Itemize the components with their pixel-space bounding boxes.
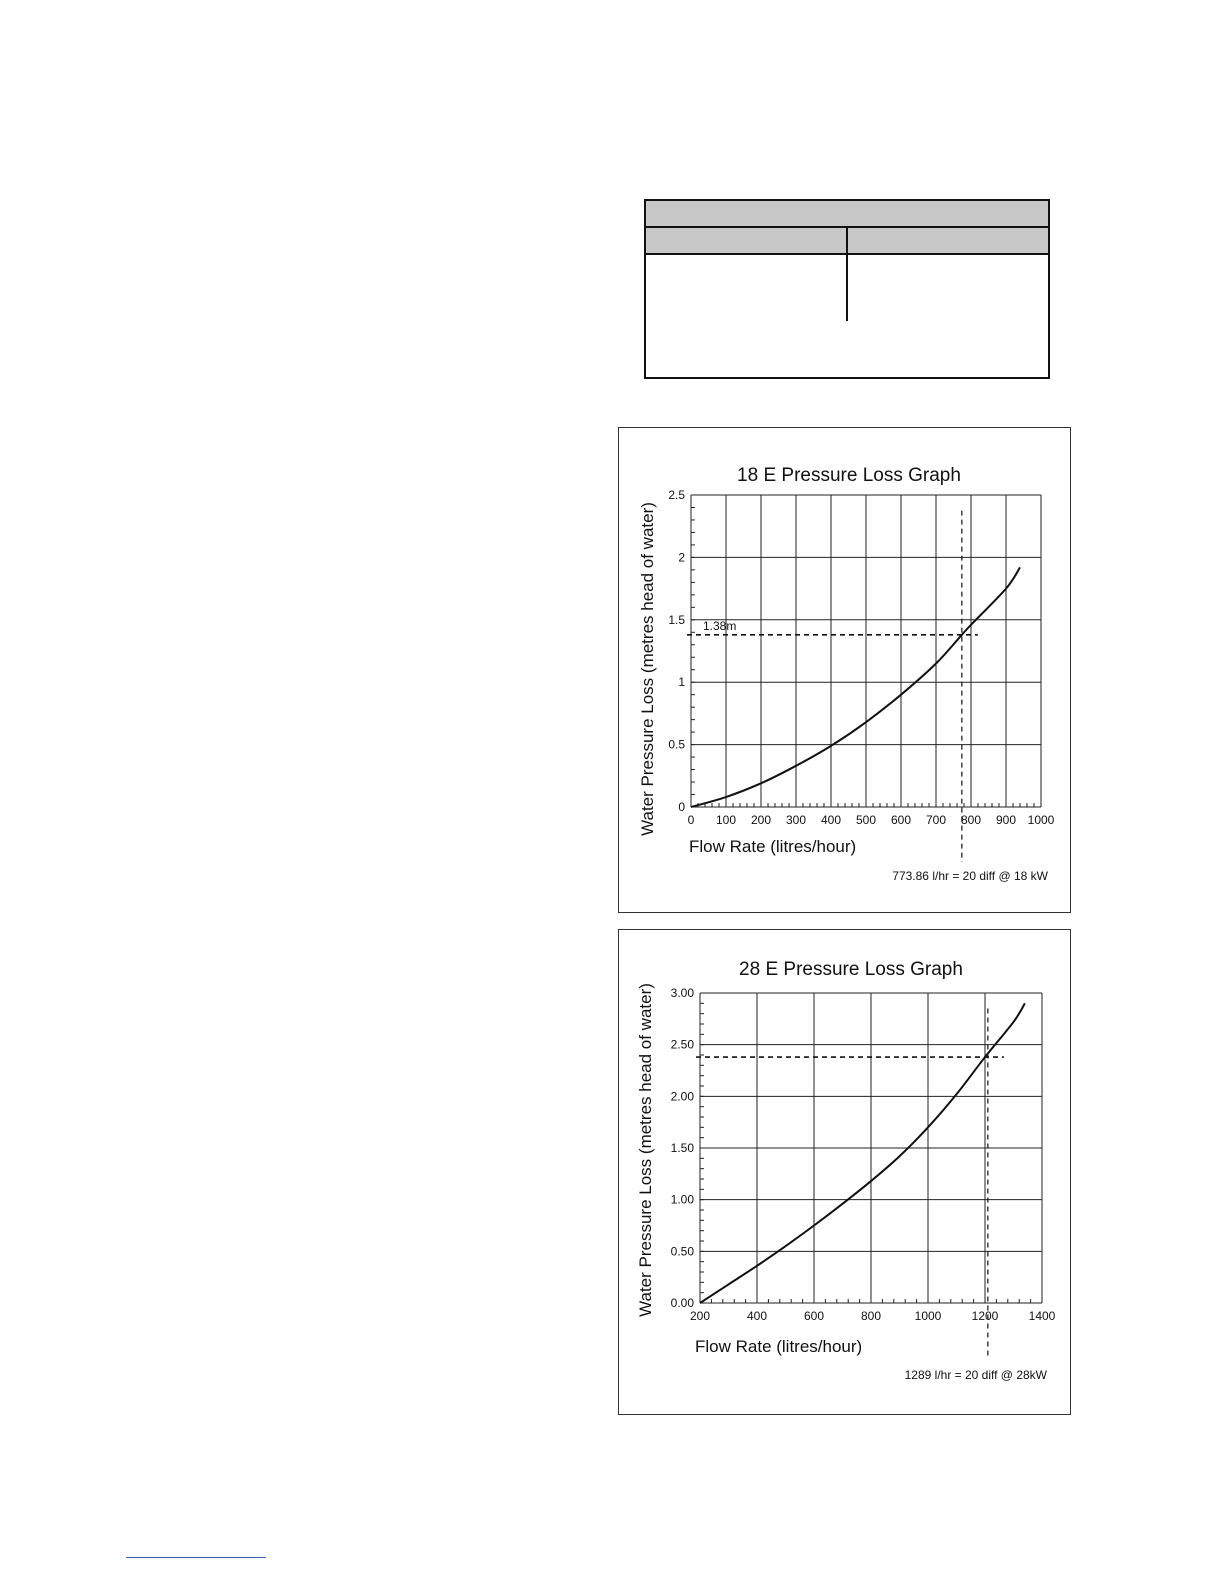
y-tick-label: 1.50 — [670, 1141, 694, 1155]
y-tick-label: 2.00 — [670, 1089, 694, 1104]
reference-y-label: 1.38m — [703, 619, 737, 633]
x-tick-label: 400 — [820, 813, 842, 827]
chart-title: 18 E Pressure Loss Graph — [737, 465, 961, 486]
x-tick-label: 200 — [689, 1309, 711, 1323]
y-tick-label: 0.50 — [670, 1244, 694, 1259]
x-tick-label: 400 — [746, 1309, 768, 1323]
y-tick-label: 0 — [678, 800, 685, 814]
table-column-divider — [846, 255, 848, 321]
x-axis-label: Flow Rate (litres/hour) — [689, 837, 857, 856]
x-tick-label: 1400 — [1028, 1309, 1056, 1323]
x-tick-label: 1200 — [971, 1309, 999, 1323]
table-subheader — [646, 228, 1048, 255]
table-header — [646, 201, 1048, 228]
x-tick-label: 900 — [995, 813, 1017, 827]
table-column-divider — [846, 228, 848, 253]
chart-28e-frame — [618, 929, 1071, 1415]
chart-title: 28 E Pressure Loss Graph — [739, 959, 963, 980]
x-tick-label: 800 — [860, 1309, 882, 1323]
x-tick-label: 600 — [890, 813, 912, 827]
x-tick-label: 700 — [925, 813, 947, 827]
y-tick-label: 2 — [678, 550, 685, 565]
x-tick-label: 800 — [960, 813, 982, 827]
spec-table — [644, 199, 1050, 379]
reference-x-label: 773.86 l/hr = 20 diff @ 18 kW — [892, 869, 1048, 883]
y-tick-label: 2.5 — [668, 488, 685, 502]
y-tick-label: 1.5 — [668, 612, 685, 627]
x-tick-label: 500 — [855, 813, 877, 827]
reference-x-label: 1289 l/hr = 20 diff @ 28kW — [904, 1368, 1047, 1382]
y-tick-label: 1 — [678, 675, 685, 690]
y-tick-label: 3.00 — [670, 986, 694, 1000]
table-body — [646, 255, 1048, 375]
chart-18e — [619, 428, 1072, 914]
x-tick-label: 600 — [803, 1309, 825, 1323]
chart-28e — [619, 930, 1072, 1416]
y-tick-label: 1.00 — [670, 1192, 694, 1207]
x-axis-label: Flow Rate (litres/hour) — [695, 1337, 863, 1356]
y-axis-label: Water Pressure Loss (metres head of water) — [636, 983, 655, 1317]
x-tick-label: 200 — [750, 813, 772, 827]
x-tick-label: 100 — [715, 813, 737, 827]
y-tick-label: 0.00 — [670, 1296, 694, 1310]
x-tick-label: 1000 — [914, 1309, 942, 1323]
series-line — [700, 1003, 1025, 1303]
x-tick-label: 300 — [785, 813, 807, 827]
chart-18e-frame — [618, 427, 1071, 913]
y-axis-label: Water Pressure Loss (metres head of water) — [638, 502, 657, 836]
x-tick-label: 0 — [687, 813, 695, 827]
x-tick-label: 1000 — [1027, 813, 1055, 827]
y-tick-label: 2.50 — [670, 1037, 694, 1052]
y-tick-label: 0.5 — [668, 737, 685, 752]
footer-rule — [126, 1557, 266, 1558]
